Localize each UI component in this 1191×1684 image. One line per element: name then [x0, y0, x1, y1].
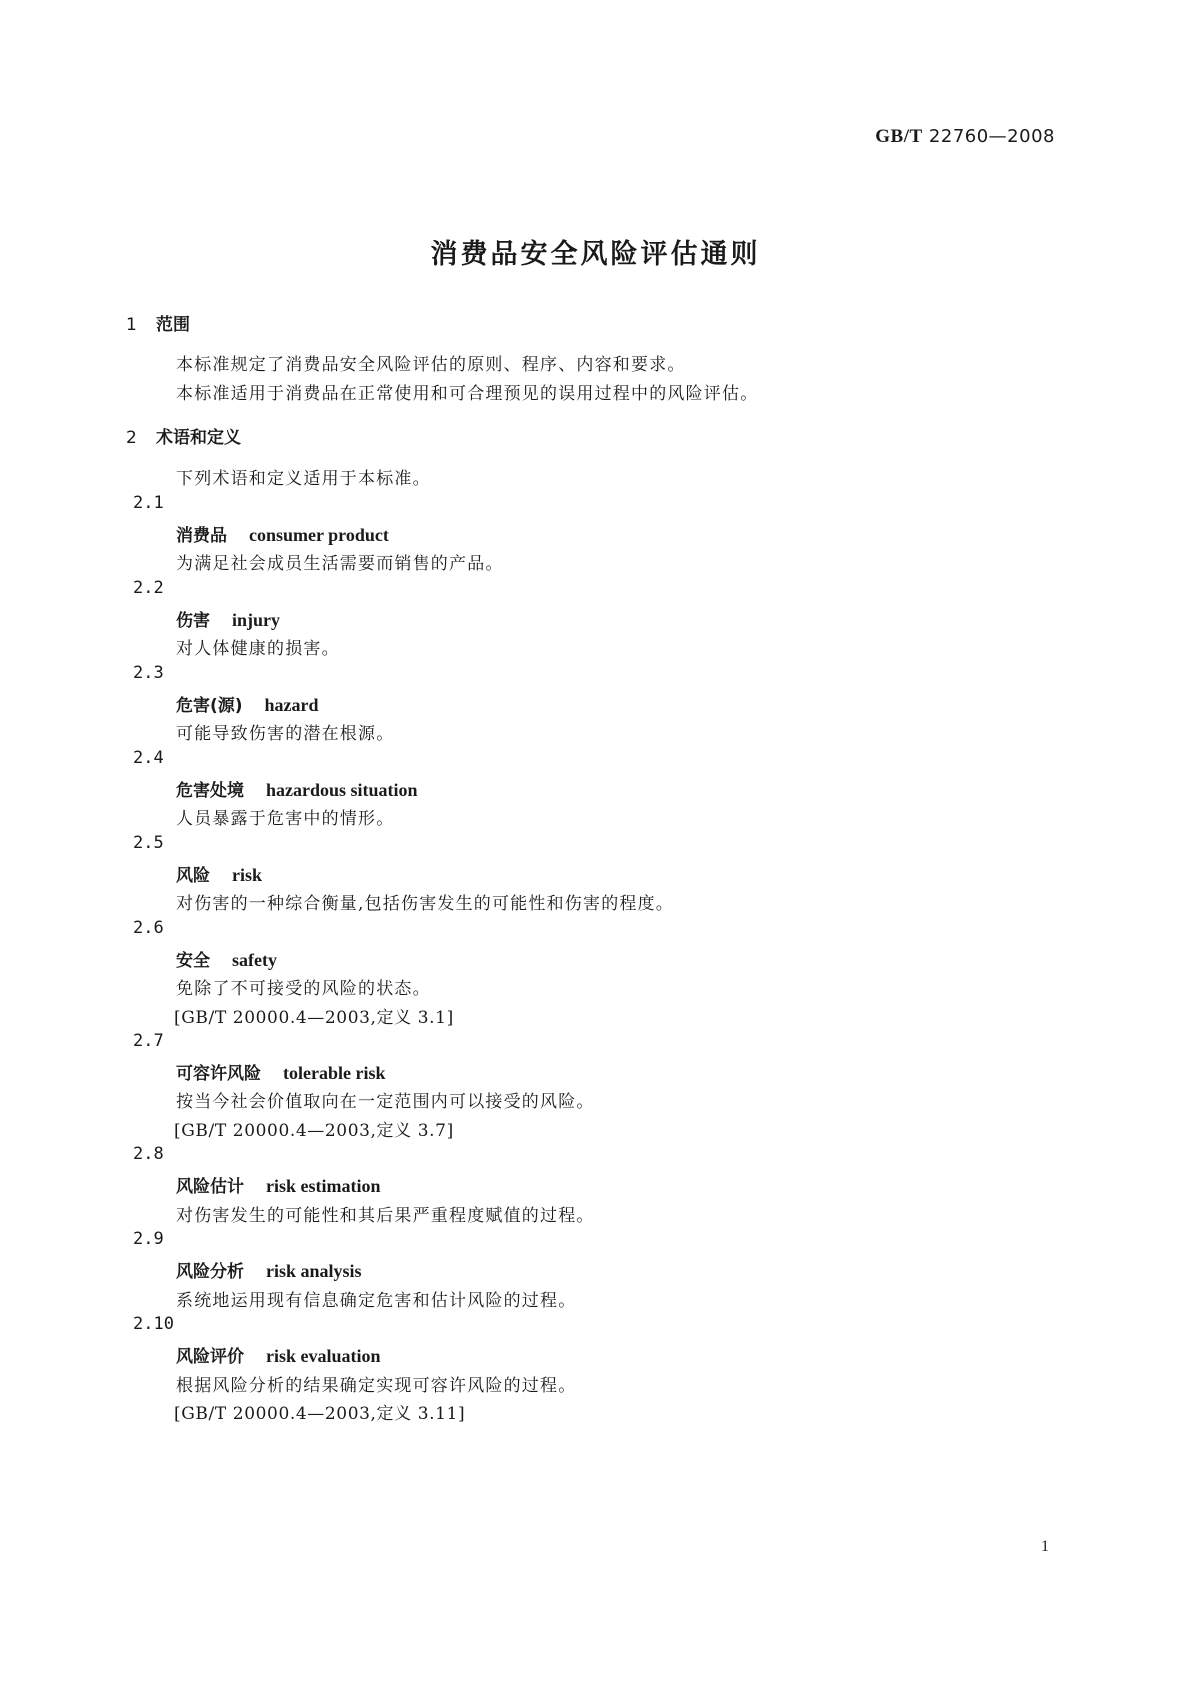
- term-name-zh: 伤害: [176, 611, 210, 631]
- term-definition: 人员暴露于危害中的情形。: [176, 809, 395, 829]
- term-title: [176, 606, 280, 631]
- term-name-en: risk evaluation: [266, 1346, 381, 1366]
- term-reference: [GB/T 20000.4—2003,定义 3.7]: [174, 1121, 454, 1141]
- term-title: [176, 1342, 381, 1367]
- term-name-en: consumer product: [249, 525, 389, 545]
- term-number: 2.10: [133, 1314, 174, 1334]
- term-name-zh: 风险评价: [176, 1347, 244, 1367]
- term-definition: 根据风险分析的结果确定实现可容许风险的过程。: [176, 1376, 577, 1396]
- section-1-paragraph: 本标准规定了消费品安全风险评估的原则、程序、内容和要求。: [176, 355, 686, 375]
- term-definition: 对伤害发生的可能性和其后果严重程度赋值的过程。: [176, 1206, 595, 1226]
- standard-code: [875, 126, 1055, 148]
- term-title: [176, 521, 389, 546]
- term-number: 2.6: [133, 918, 164, 938]
- term-name-en: hazardous situation: [266, 780, 418, 800]
- term-name-en: injury: [232, 610, 281, 630]
- section-2-title: 术语和定义: [156, 428, 241, 448]
- standard-number: 22760—2008: [928, 126, 1055, 147]
- section-2-number: 2: [126, 428, 137, 448]
- term-number: 2.1: [133, 493, 164, 513]
- term-name-zh: 可容许风险: [176, 1064, 261, 1084]
- term-name-zh: 危害处境: [176, 781, 244, 801]
- term-title: [176, 1059, 385, 1084]
- term-reference: [GB/T 20000.4—2003,定义 3.11]: [174, 1404, 466, 1424]
- term-reference: [GB/T 20000.4—2003,定义 3.1]: [174, 1008, 454, 1028]
- section-1-number: 1: [126, 315, 137, 335]
- term-definition: 按当今社会价值取向在一定范围内可以接受的风险。: [176, 1092, 595, 1112]
- term-title: [176, 946, 277, 971]
- section-1-title: 范围: [156, 315, 190, 335]
- term-name-zh: 安全: [176, 951, 210, 971]
- section-1-paragraph: 本标准适用于消费品在正常使用和可合理预见的误用过程中的风险评估。: [176, 384, 759, 404]
- term-number: 2.2: [133, 578, 164, 598]
- term-definition: 对伤害的一种综合衡量,包括伤害发生的可能性和伤害的程度。: [176, 894, 675, 914]
- term-number: 2.5: [133, 833, 164, 853]
- term-definition: 系统地运用现有信息确定危害和估计风险的过程。: [176, 1291, 577, 1311]
- term-definition: 对人体健康的损害。: [176, 639, 340, 659]
- term-name-en: risk estimation: [266, 1176, 381, 1196]
- section-2-heading: [126, 423, 241, 448]
- section-1-heading: [126, 310, 190, 335]
- term-name-en: tolerable risk: [283, 1063, 386, 1083]
- term-name-zh: 风险估计: [176, 1177, 244, 1197]
- term-title: [176, 1257, 362, 1282]
- term-number: 2.7: [133, 1031, 164, 1051]
- term-title: [176, 1172, 381, 1197]
- term-definition: 免除了不可接受的风险的状态。: [176, 979, 431, 999]
- term-definition: 为满足社会成员生活需要而销售的产品。: [176, 554, 504, 574]
- standard-prefix: GB/T: [875, 126, 923, 147]
- term-title: [176, 691, 319, 716]
- term-number: 2.8: [133, 1144, 164, 1164]
- term-name-zh: 危害(源): [176, 696, 243, 716]
- section-2-intro: 下列术语和定义适用于本标准。: [176, 469, 431, 489]
- term-name-zh: 风险分析: [176, 1262, 244, 1282]
- term-number: 2.9: [133, 1229, 164, 1249]
- term-name-en: risk analysis: [266, 1261, 362, 1281]
- term-name-en: safety: [232, 950, 277, 970]
- term-name-zh: 消费品: [176, 526, 227, 546]
- term-name-en: hazard: [264, 695, 319, 715]
- term-name-zh: 风险: [176, 866, 210, 886]
- term-number: 2.4: [133, 748, 164, 768]
- term-name-en: risk: [232, 865, 263, 885]
- page-number: 1: [1041, 1538, 1049, 1555]
- term-title: [176, 776, 418, 801]
- term-title: [176, 861, 262, 886]
- term-definition: 可能导致伤害的潜在根源。: [176, 724, 395, 744]
- term-number: 2.3: [133, 663, 164, 683]
- document-title: 消费品安全风险评估通则: [430, 239, 761, 270]
